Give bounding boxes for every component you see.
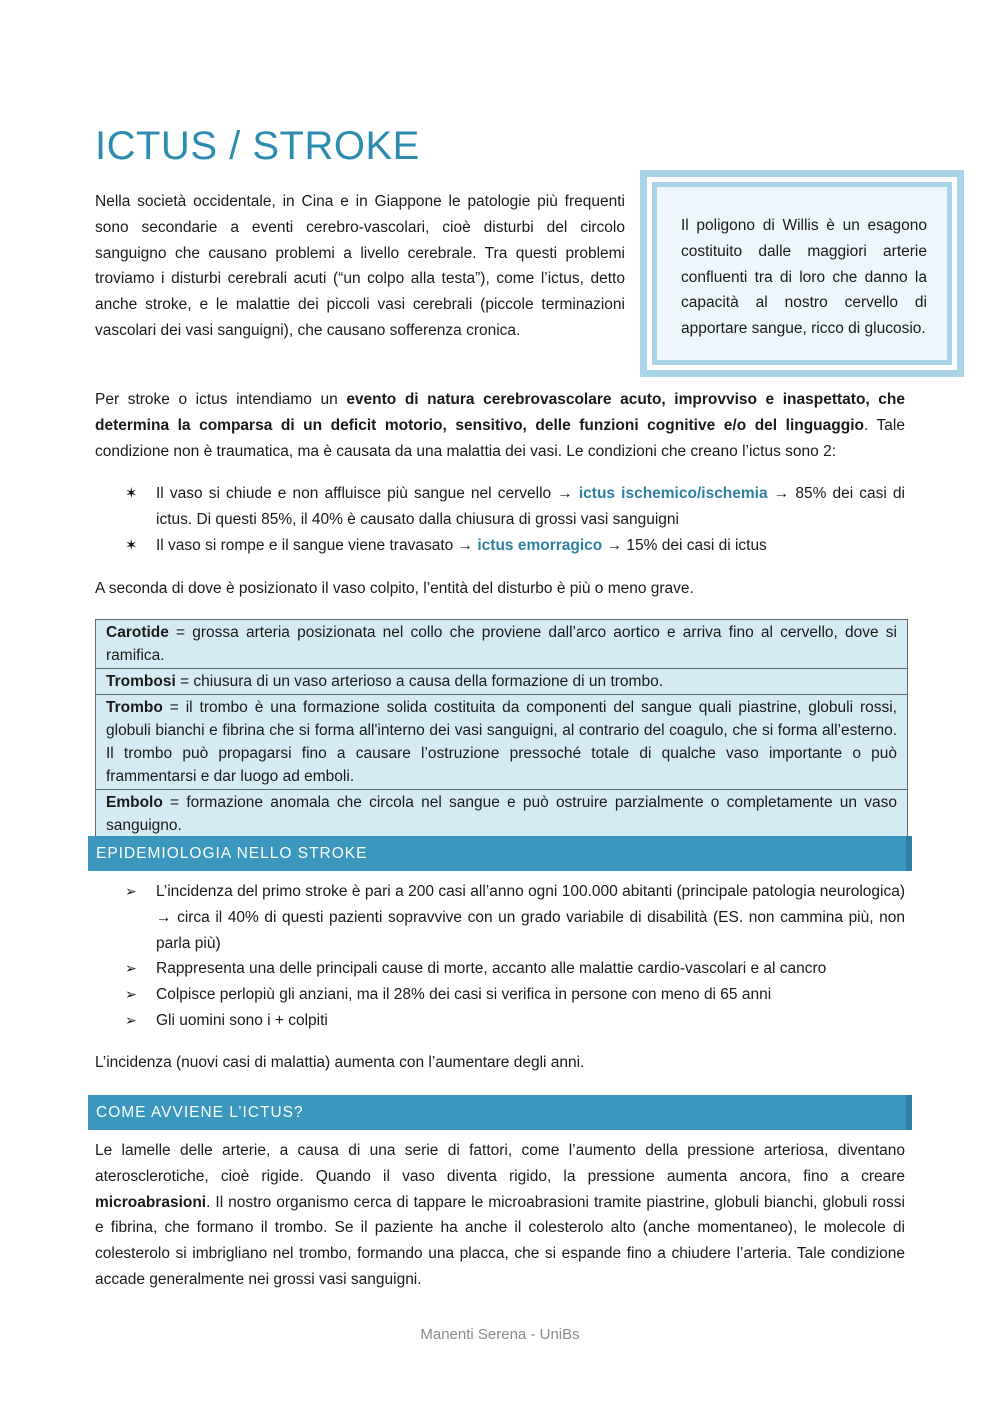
list-item-text: L’incidenza del primo stroke è pari a 200 casi all’anno ogni 100.000 abitanti (principale patologia neurologica) → circa il 40% di questi pazienti sopravvive con un grado variabile di disabilità (ES. non cammina più, non parla più): [156, 883, 905, 952]
list-item-text: Colpisce perlopiù gli anziani, ma il 28% dei casi si verifica in persone con meno di 65 anni: [156, 986, 772, 1004]
how-post: . Il nostro organismo cerca di tappare le microabrasioni tramite piastrine, globuli bianchi, globuli rossi e fibrina, che formano il trombo. Se il paziente ha anche il colesterolo alto (anche momentaneo), le molecole di colesterolo si imbrigliano nel trombo, formando una placca, che si espande fino a chiudere l’arteria. Tale condizione accade generalmente nei grossi vasi sanguigni.: [95, 1193, 905, 1288]
definition-bold: evento di natura cerebrovascolare acuto, improvviso e inaspettato, che determina la comparsa di un deficit motorio, sensitivo, delle funzioni cognitive e/o del linguaggio: [95, 391, 906, 434]
star-bullet-icon: ✶: [125, 536, 138, 554]
causes-list: [95, 481, 905, 558]
list-item: [95, 481, 905, 533]
list-item: [95, 1008, 905, 1034]
page-title: ICTUS / STROKE: [95, 124, 420, 168]
severity-paragraph: A seconda di dove è posizionato il vaso colpito, l’entità del disturbo è più o meno grave.: [95, 580, 694, 597]
glossary-term: Embolo: [106, 794, 163, 811]
definition-pre: Per stroke o ictus intendiamo un: [95, 391, 347, 408]
glossary-definition: = il trombo è una formazione solida costituita da componenti del sangue quali piastrine, globuli rossi, globuli bianchi e fibrina che si forma all'interno dei vasi sanguigni, al contrario del coagulo, che si forma all’esterno. Il trombo può propagarsi fino a causare l’ostruzione pressoché totale di qualche vaso importante o può frammentarsi e dar luogo ad emboli.: [106, 699, 897, 785]
section-header-epidemiology: EPIDEMIOLOGIA NELLO STROKE: [88, 836, 912, 871]
willis-info-text: Il poligono di Willis è un esagono costituito dalle maggiori arterie confluenti tra di loro che danno la capacità al nostro cervello di apportare sangue, ricco di glucosio.: [652, 182, 952, 365]
cause-post: → 15% dei casi di ictus: [602, 536, 767, 554]
epidemiology-list: [95, 879, 905, 1034]
willis-info-box: [640, 170, 964, 377]
definition-post: . Tale condizione non è traumatica, ma è causata da una malattia dei vasi. Le condizioni che creano l’ictus sono 2:: [95, 416, 905, 460]
glossary-definition: = grossa arteria posizionata nel collo che proviene dall’arco aortico e arriva fino al cervello, dove si ramifica.: [106, 624, 897, 664]
table-row: [96, 695, 907, 790]
table-row: [96, 620, 907, 669]
arrow-bullet-icon: ➢: [125, 986, 137, 1003]
definition-paragraph: [95, 387, 905, 464]
intro-paragraph: Nella società occidentale, in Cina e in Giappone le patologie più frequenti sono secondarie a eventi cerebro-vascolari, cioè disturbi del circolo sanguigno che causano problemi a livello cerebrale. Tra questi problemi troviamo i disturbi cerebrali acuti (“un colpo alla testa”), come l’ictus, detto anche stroke, e le malattie dei piccoli vasi cerebrali (piccole terminazioni vascolari dei vasi sanguigni), che causano sofferenza cronica.: [95, 193, 625, 339]
glossary-table: [95, 619, 908, 839]
cause-highlight: ictus ischemico/ischemia: [578, 485, 768, 502]
how-pre: Le lamelle delle arterie, a causa di una serie di fattori, come l’aumento della pressione arteriosa, diventano aterosclerotiche, cioè rigide. Quando il vaso diventa rigido, la pressione aumenta ancora, fino a creare: [95, 1142, 905, 1185]
list-item: [95, 956, 905, 982]
how-bold: microabrasioni: [95, 1193, 207, 1211]
cause-post: → 85% dei casi di ictus. Di questi 85%, il 40% è causato dalla chiusura di grossi vasi sanguigni: [156, 485, 905, 528]
glossary-definition: = formazione anomala che circola nel sangue e può ostruire parzialmente o completamente un vaso sanguigno.: [106, 794, 897, 834]
list-item: [95, 879, 905, 956]
list-item: [95, 533, 905, 559]
glossary-definition: = chiusura di un vaso arterioso a causa della formazione di un trombo.: [175, 673, 663, 690]
table-row: [96, 790, 907, 839]
table-row: [96, 669, 907, 695]
star-bullet-icon: ✶: [125, 485, 138, 502]
glossary-term: Trombo: [106, 699, 163, 716]
arrow-bullet-icon: ➢: [125, 883, 137, 899]
incidence-paragraph: L’incidenza (nuovi casi di malattia) aumenta con l’aumentare degli anni.: [95, 1054, 585, 1071]
how-paragraph: [95, 1138, 905, 1293]
glossary-term: Trombosi: [106, 673, 176, 690]
list-item: [95, 982, 905, 1008]
arrow-bullet-icon: ➢: [125, 960, 137, 977]
section-header-how: COME AVVIENE L’ICTUS?: [88, 1095, 912, 1130]
cause-pre: Il vaso si rompe e il sangue viene travasato →: [156, 536, 478, 554]
list-item-text: Rappresenta una delle principali cause di morte, accanto alle malattie cardio-vascolari e al cancro: [156, 960, 827, 978]
glossary-term: Carotide: [106, 624, 169, 641]
list-item-text: Gli uomini sono i + colpiti: [156, 1011, 328, 1029]
footer-author: Manenti Serena - UniBs: [420, 1326, 580, 1343]
cause-highlight: ictus emorragico: [477, 536, 603, 554]
arrow-bullet-icon: ➢: [125, 1011, 137, 1028]
cause-pre: Il vaso si chiude e non affluisce più sangue nel cervello →: [156, 485, 579, 502]
